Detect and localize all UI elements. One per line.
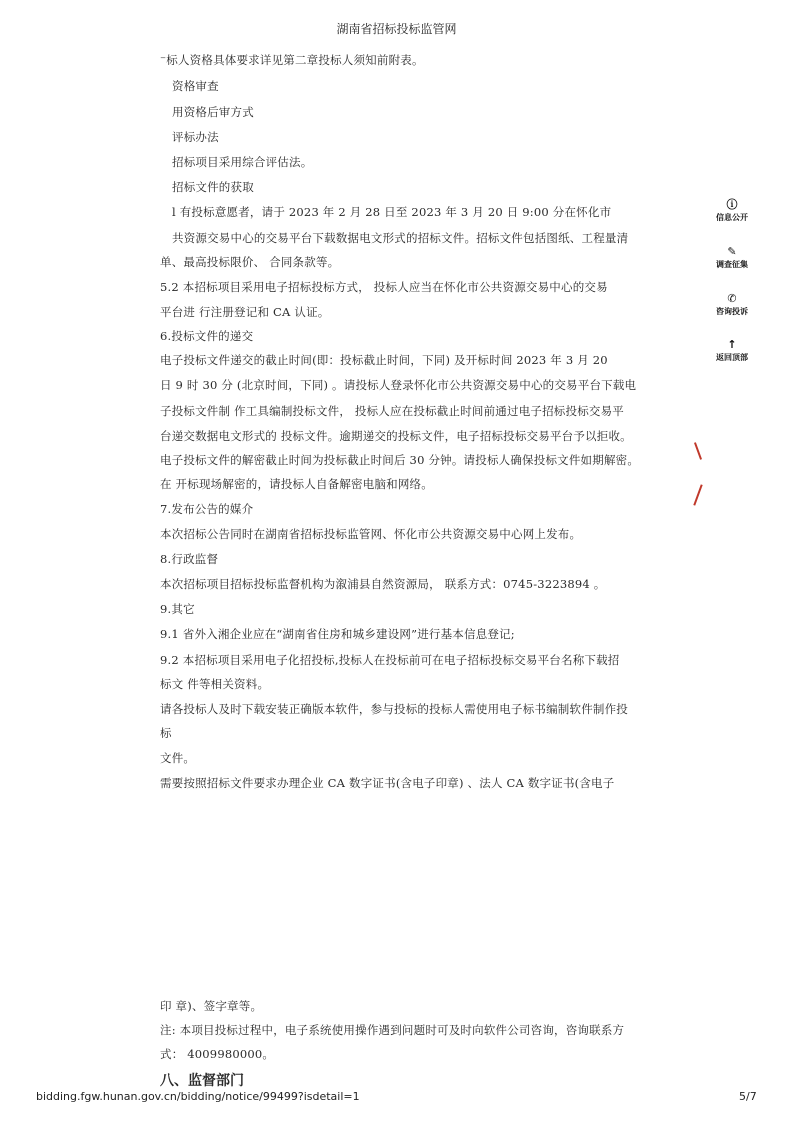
text-line: 资格审查 [172,79,219,93]
text-line: ⁻标人资格具体要求详见第二章投标人须知前附表。 [160,53,424,67]
text-line: 9.其它 [160,602,195,616]
text-line: 评标办法 [172,130,219,144]
text-line: 请各投标人及时下载安装正确版本软件，参与投标的投标人需使用电子标书编制软件制作投 [160,702,628,716]
text-line: 注: 本项目投标过程中，电子系统使用操作遇到问题时可及时向软件公司咨询，咨询联系方 [160,1023,625,1037]
footer-url: bidding.fgw.hunan.gov.cn/bidding/notice/99499?isdetail=1 [36,1090,360,1103]
text-line: 9.2 本招标项目采用电子化招投标,投标人在投标前可在电子招标投标交易平台名称下载招 [160,653,620,667]
text-line: 式： 4009980000。 [160,1047,275,1061]
text-line: 文件。 [160,751,196,765]
text-line: 本次招标公告同时在湖南省招标投标监管网、怀化市公共资源交易中心网上发布。 [160,527,582,541]
pen-icon: ✎ [727,245,737,258]
info-icon: ⓘ [726,198,738,211]
sidebar-item-label: 调查征集 [716,260,748,269]
page-header-title: 湖南省招标投标监管网 [336,22,457,36]
text-line: l 有投标意愿者，请于 2023 年 2 月 28 日至 2023 年 3 月 20 日 9:00 分在怀化市 [172,205,612,219]
text-line: 标 [160,726,172,740]
section-heading: 八、监督部门 [160,1073,244,1089]
text-line: 电子投标文件的解密截止时间为投标截止时间后 30 分钟。请投标人确保投标文件如期解密。 [160,453,640,467]
text-line: 9.1 省外入湘企业应在“湖南省住房和城乡建设网”进行基本信息登记; [160,627,515,641]
text-line: 7.发布公告的媒介 [160,502,254,516]
text-line: 招标文件的获取 [172,180,254,194]
text-line: 用资格后审方式 [172,105,254,119]
sidebar-item-label: 返回顶部 [716,353,748,362]
text-line: 电子投标文件递交的截止时间(即：投标截止时间，下同) 及开标时间 2023 年 3 月 20 [160,353,608,367]
text-line: 单、最高投标限价、 合同条款等。 [160,255,340,269]
sidebar-item-label: 信息公开 [716,213,748,222]
footer-page-number: 5/7 [739,1090,757,1103]
text-line: 需要按照招标文件要求办理企业 CA 数字证书(含电子印章) 、法人 CA 数字证书(含电子 [160,776,615,790]
text-line: 在 开标现场解密的，请投标人自备解密电脑和网络。 [160,477,433,491]
text-line: 子投标文件制 作工具编制投标文件， 投标人应在投标截止时间前通过电子招标投标交易平 [160,404,625,418]
text-line: 标文 件等相关资料。 [160,677,270,691]
text-line: 共资源交易中心的交易平台下载数据电文形式的招标文件。招标文件包括图纸、工程量清 [172,231,629,245]
text-line: 招标项目采用综合评估法。 [172,155,313,169]
sidebar-item-label: 咨询投诉 [716,307,748,316]
red-stamp-mark [694,442,702,460]
text-line: 平台进 行注册登记和 CA 认证。 [160,305,330,319]
text-line: 5.2 本招标项目采用电子招标投标方式， 投标人应当在怀化市公共资源交易中心的交易 [160,280,608,294]
text-line: 8.行政监督 [160,552,219,566]
sidebar-item-survey[interactable] [708,245,756,270]
text-line: 本次招标项目招标投标监督机构为溆浦县自然资源局， 联系方式：0745-3223894 。 [160,577,606,591]
phone-icon: ✆ [727,292,737,305]
sidebar-item-back-to-top[interactable] [708,338,756,363]
red-stamp-mark [693,484,702,505]
arrow-up-icon: ↑ [727,338,737,351]
text-line: 6.投标文件的递交 [160,329,254,343]
sidebar-item-info-public[interactable] [708,198,756,223]
sidebar-item-consult-complaint[interactable] [708,292,756,317]
text-line: 台递交数据电文形式的 投标文件。逾期递交的投标文件，电子招标投标交易平台予以拒收。 [160,429,632,443]
text-line: 印 章)、签字章等。 [160,999,263,1013]
text-line: 日 9 时 30 分 (北京时间，下同) 。请投标人登录怀化市公共资源交易中心的交易平台下载电 [160,378,637,392]
